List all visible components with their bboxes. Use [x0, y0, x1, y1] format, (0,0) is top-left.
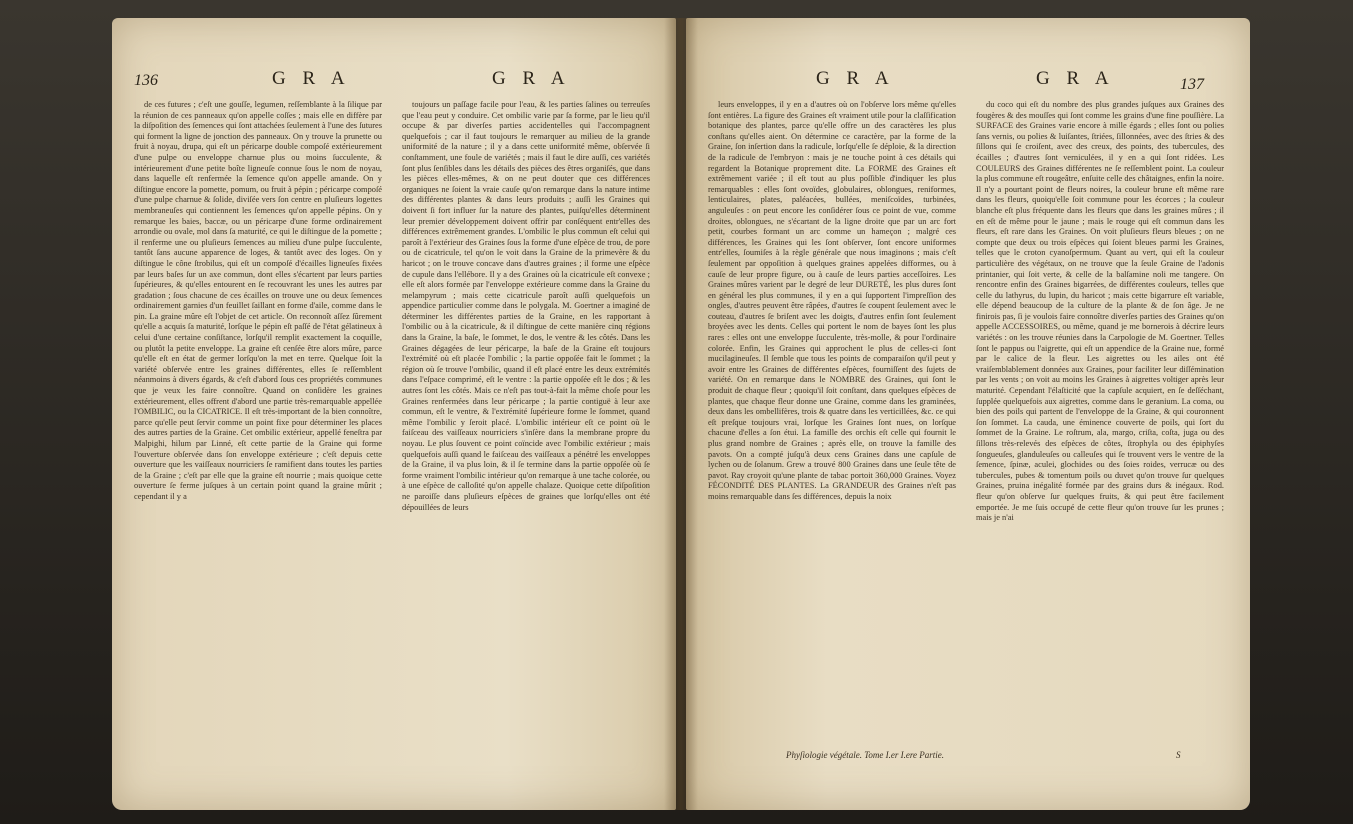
left-page-number: 136: [134, 72, 158, 89]
right-column-2-text: du coco qui eſt du nombre des plus grandes juſques aux Graines des fougères & des mouſſes qui ſont comme les grains d'une fine pouſſière. La SURFACE des Graines varie encore à mille égards ; elles ſont ou polies ſans vernis, ou polies & luiſantes, ſtriées, ſillonnées, avec des ſtries & des ſillons qui ſe croiſent, avec des creux, des points, des tubercules, des écailles ; d'autres ſont verniculées, il y en a qui ſont ridées. Les COULEURS des Graines différentes ne ſe reſſemblent point. La couleur la plus commune eſt rougeâtre, enſuite celle des châtaignes, enfin la noire. Il n'y a pourtant point de fleurs noires, la couleur brune eſt même rare dans les fleurs, quoiqu'elle ſoit commune pour les écorces ; la couleur blanche eſt plus fréquente dans les fleurs que dans les graines mûres ; il en eſt de même pour le jaune ; mais le rouge qui eſt commun dans les fleurs, eſt rare dans les Graines. On voit pluſieurs fleurs bleues ; on ne compte que deux ou trois eſpèces qui ſoient bleues parmi les Graines, telles que le croton cyanoſpermum. Quant au vert, qui eſt la couleur particulière des végétaux, on ne trouve que la ſeule Graine de l'adonis printanier, qui ſoit verte, & celle de la balſamine noli me tangere. On rencontre enfin des Graines bigarrées, de différentes couleurs, telles que celle du lathyrus, du lupin, du haricot ; mais cette bigarrure eſt variable, elle dépend beaucoup de la culture de la plante & de ſon âge. Je ne finirois pas, ſi je voulois faire connoître diverſes parties des Graines qu'on appelle ACCESSOIRES, ou même, quand je me bornerois à décrire leurs variétés : on les trouve réunies dans la Carpologie de M. Goertner. Telles ſont le pappus ou l'aigrette, qui eſt un appendice de la Graine nue, formé par le calice de la fleur. Les aigrettes ou les ailes ont été vraiſemblablement données aux Graines, pour faciliter leur diſſémination par les vents ; on voit au moins les Graines à aigrettes voltiger après leur maturité. Cependant l'élaſticité que la capſule acquiert, en ſe deſſéchant, ſupplée quelquefois aux aigrettes, comme dans le geranium. La coma, ou bien des poils qui partent de l'enveloppe de la Graine, & qui couronnent ſon ſommet. La cauda, une éminence couverte de poils, qui ſort du ſommet de la Graine. Le roſtrum, ala, margo, criſta, coſta, juga ou des ſillons très-relevés des eſpèces de côtes, ſtrophyla ou des épiphyſes ſongueuſes, glanduleuſes ou calleuſes qui ſe trouvent vers le ventre de la ſemence, ſpinæ, aculei, glochides ou des ſoies roides, verrucæ ou des tubercules, pubes & tomentum poils ou duvet qu'on trouve ſur quelques Graines, pruina inégalité formée par des grains durs & inégaux. Rod. fleur qu'on obſerve ſur quelques fruits, & qui peut être facilement emportée. Je me ſuis occupé de cette fleur qu'on trouve ſur les prunes ; mais je n'ai: [976, 100, 1224, 523]
left-running-head-right: G R A: [492, 68, 571, 89]
right-page-footer: Phyſiologie végétale. Tome I.er I.ere Partie.: [786, 750, 945, 760]
right-page: [686, 18, 1250, 810]
right-running-head-left: G R A: [816, 68, 895, 89]
right-column-1-text: leurs enveloppes, il y en a d'autres où on l'obſerve lors même qu'elles ſont entières. La figure des Graines eſt vraiment utile pour la claſſification botanique des plantes, parce qu'elle offre un des caractères les plus conſtans qu'elles aient. On détermine ce caractère, par la forme de la Graine, ſon inſertion dans la radicule, lorſqu'elle ſe déploie, & la direction de la radicule de l'embryon : mais je ne touche point à ces détails qui regardent la Botanique proprement dite. La FORME des Graines eſt extrêmement variée ; il eſt tout au plus poſſible d'indiquer les plus remarquables : elles ſont ovoïdes, globulaires, oblongues, reniformes, lenticulaires, plates, paléacées, bullées, meniſcoïdes, turbinées, anguleuſes : on peut encore les conſidérer ſous ce point de vue, comme droites, oblongues, ne s'écartant de la ligne droite que par un arc fort petit, courbes formant un arc comme un hameçon ; malgré ces différences, les Graines qui les ſont obſerver, ſont encore uniformes entr'elles, ſoumiſes à la règle générale que nous imaginons ; mais c'eſt ſeulement par oppoſition à quelques graines appelées difformes, ou à cauſe de leur propre figure, ou à cauſe de leurs parties acceſſoires. Les Graines mûres varient par le degré de leur DURETÉ, les plus dures ſont en général les plus communes, il y en a qui ſupportent l'impreſſion des ongles, d'autres peuvent être râpées, d'autres ſe coupent ſeulement avec le couteau, d'autres ſe briſent avec les doigts, d'autres enfin ſont ſeulement broyées avec les dents. Celles qui portent le nom de bayes ſont les plus rares : elles ont une enveloppe ſucculente, très-molle, & pour l'ordinaire colorée. Enfin, les Graines qui approchent le plus de celles-ci ſont mucilagineuſes. Il ſemble que tous les points de comparaiſon qu'il peut y avoir entre les Graines de différentes eſpèces, fourniſſent des ſujets de variété. On en remarque dans le NOMBRE des Graines, qui ſont le produit de chaque fleur ; quoiqu'il ſoit conſtant, dans quelques eſpèces de plantes, que chaque fleur donne une Graine, comme dans les graminées, deux dans les ombellifères, trois & quatre dans les verticillées, &c. ce qui eſt preſque toujours vrai, lorſque les Graines ſont nues, on lorſque chacune d'elles a ſon étui. La famille des orchis eſt celle qui fournit le plus grand nombre de Graines ; après elle, on trouve la famille des pavots. On a compté juſqu'à deux cens Graines dans une capſule de lychen ou de ſolanum. Grew a trouvé 800 Graines dans une ſeule tête de pavot. Ray croyoit qu'une plante de tabac portoit 360,000 Graines. Voyez FÉCONDITÉ DES PLANTES. La GRANDEUR des Graines n'eſt pas moins remarquable dans ſes différences, depuis la noix: [708, 100, 956, 501]
right-page-signature-mark: S: [1176, 750, 1181, 760]
left-running-head-left: G R A: [272, 68, 351, 89]
left-column-2-text: toujours un paſſage facile pour l'eau, & les parties ſalines ou terreuſes que l'eau peut y conduire. Cet ombilic varie par ſa forme, par le lieu qu'il occupe & par diverſes parties accidentelles qui l'accompagnent quelquefois ; car il faut toujours le remarquer au milieu de la grande uniformité de la nature ; il y a dans cette uniformité même, obſervée ſi conſtamment, une foule de variétés ; mais il faut le dire auſſi, ces variétés ſont plus ſenſibles dans les détails des pièces des êtres organiſés, que dans les pièces elles-mêmes, & on ne peut douter que ces différences organiques ne ſoient la vraie cauſe qu'on remarque dans la nature intime des différentes plantes & dans leurs produits ; auſſi les Graines qui doivent ſi fort influer ſur la nature des plantes, puiſqu'elles déterminent leur premier développement doivent offrir par conſéquent entr'elles des différences extrêmement grandes. L'ombilic le plus commun eſt celui qui paroît à l'extérieur des Graines ſous la forme d'une eſpèce de trou, de pore ou de cicatricule, tel qu'on le voit dans la Graine de la primevère & du haricot ; on le trouve concave dans d'autres graines ; il forme une eſpèce de cupule dans l'ellébore. Il y a des Graines où la cicatricule eſt convexe ; elle eſt alors formée par l'enveloppe extérieure comme dans la Graine du melampyrum ; mais cette cicatricule paroît auſſi quelquefois un appendice particulier comme dans le polygala. M. Goertner a imaginé de déterminer les différentes parties de la Graine, en les rapportant à l'ombilic ou à la cicatricule, & il diſtingue de cette manière cinq régions dans la Graine, la baſe, le ſommet, le dos, le ventre & les côtés. Dans les Graines dégagées de leur péricarpe, la baſe de la Graine eſt toujours l'extrémité où eſt placée l'ombilic ; la partie oppoſée fait le ſommet ; la région où ſe trouve l'ombilic, quand il eſt placé entre les deux extrémités dans l'eſpace comprimé, eſt le ventre : la partie oppoſée eſt le dos ; & les autres ſont les côtés. Mais ce n'eſt pas tout-à-fait la même choſe pour les Graines renfermées dans leur péricarpe ; la partie contiguë à leur axe commun, eſt le ventre, & l'extrémité ſupérieure forme le ſommet, quand même l'ombilic y ſeroit placé. L'ombilic intérieur eſt ce point où le faiſceau des vaiſſeaux nourriciers s'inſère dans la membrane propre du noyau. Le plus ſouvent ce point coïncide avec l'ombilic extérieur ; mais quelquefois auſſi quand le faiſceau des vaiſſeaux a pénétré les enveloppes de la Graine, il va plus loin, & il ſe termine dans la partie oppoſée où ſe forme vraiment l'ombilic intérieur qu'on remarque à une tache colorée, ou à une eſpèce de calloſité qu'on appelle chalaze. Quoique cette diſpoſition ne paroiſſe dans pluſieurs eſpèces de graines que lorſqu'elles ont été dépouillées de leurs: [402, 100, 650, 512]
book-gutter: [664, 18, 698, 810]
right-page-column-1: [708, 100, 956, 740]
right-page-column-2: [976, 100, 1224, 740]
right-page-number: 137: [1180, 76, 1204, 93]
left-page-column-2: [402, 100, 650, 740]
right-running-head-right: G R A: [1036, 68, 1115, 89]
left-column-1-text: de ces futures ; c'eſt une gouſſe, legumen, reſſemblante à la ſilique par la réunion de ces panneaux qu'on appelle coſſes ; mais elle en diffère par la diſpoſition des ſemences qui ſont attachées ſeulement à l'une des ſutures qui forment la ligne de jonction des panneaux. On y trouve la prunette ou fruit à noyau, drupa, qui eſt un péricarpe double compoſé extérieurement d'une pulpe ou enveloppe charnue plus ou moins ſucculente, & intérieurement d'une petite boîte ligneuſe connue ſous le nom de noyau, dans laquelle eſt renfermée la ſemence qu'on appelle amande. On y diſtingue encore la pomette, pomum, ou fruit à pépin ; péricarpe compoſé d'une pulpe charnue & ſolide, diviſée vers ſon centre en pluſieurs logettes membraneuſes qui contiennent les ſemences qu'on appelle pépins. On y remarque les baies, baccæ, ou un péricarpe d'une forme ordinairement arrondie ou ovale, mol dans ſa maturité, ce qui le diſtingue de la pomette ; il renferme une ou pluſieurs ſemences au milieu d'une pulpe ſucculente, tantôt ſans aucune apparence de loges, & tantôt avec des loges. On y diſtingue le cône ſtrobilus, qui eſt un compoſé d'écailles ligneuſes fixées par leurs baſes ſur un axe commun, dont elles s'écartent par leurs parties ſupérieures, & qu'elles entourent en ſe recouvrant les unes les autres par gradation ; ſous chacune de ces écailles on trouve une ou deux ſemences ordinairement garnies d'un feuillet ſaillant en forme d'aile, comme dans le pin. La graine mûre eſt l'objet de cet article. On reconnoît aſſez ſûrement qu'elle a acquis ſa maturité, lorſque le pépin eſt paſſé de l'état gélatineux à celui d'une certaine conſiſtance, lorſqu'il remplit exactement la coquille, ou plutôt la petite enveloppe. La graine eſt cenſée être alors mûre, parce qu'elle eſt en état de germer lorſqu'on la met en terre. Quelque ſoit la variété obſervée entre les graines différentes, elles ſe reſſemblent néanmoins à divers égards, & c'eſt d'abord ſous ces propriétés communes que je veux les faire connoître. Quand on conſidère les graines extérieurement, elles offrent d'abord une partie très-remarquable appellée l'OMBILIC, ou la CICATRICE. Il eſt très-important de la bien connoître, parce qu'elle peut ſervir comme un point fixe pour déterminer les places des autres parties de la Graine. Cet ombilic extérieur, appellé feneſtra par Malpighi, hilum par Linné, eſt cette partie de la Graine qui forme l'ouverture obſervée dans ſon enveloppe extérieure ; c'eſt depuis cette ouverture que les vaiſſeaux nourriciers ſe ramifient dans toutes les parties de la Graine ; c'eſt par elle que la graine eſt nourrie ; mais quoique cette ouverture ſe ferme juſques à un certain point quand la graine mûrit ; cependant il y a: [134, 100, 382, 501]
left-page: [112, 18, 676, 810]
left-page-column-1: [134, 100, 382, 740]
